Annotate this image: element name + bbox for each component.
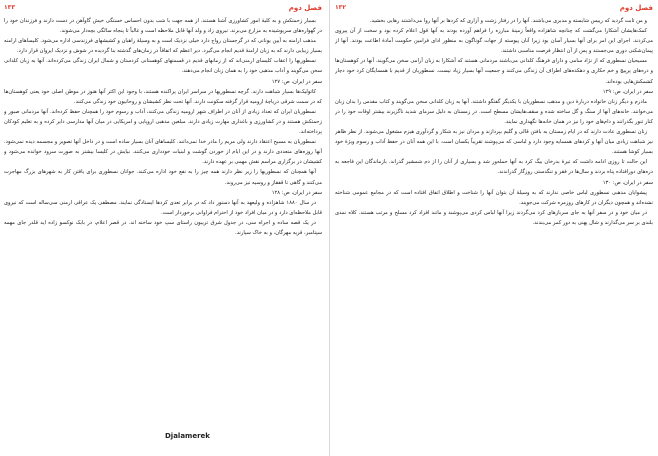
page-gutter: [329, 0, 330, 456]
paragraph: مادرم و دیگر زنان خانواده دربارهٔ دین و مذهب نسطوریان با یکدیگر گفتگو داشتند. آنها به زبان کلدانی سخن می‌گویند و کتاب مقدس را بدان زبان می‌خوانند. خانه‌های آنها از سنگ و گل ساخته شده و سقف‌هایشان مسطح است. در زمستان به دلیل سرمای شدید ناگزیرند بیشتر اوقات خود را در کنار تنور بگذرانند و دام‌های خود را نیز در همان خانه‌ها نگهداری نمایند.: [335, 98, 653, 125]
paragraph: نسطوریان به مسیح اعتقاد دارند ولی مریم را مادر خدا نمی‌دانند. کلیساهای آنان بسیار ساده است و در داخل آنها تصویر و مجسمه دیده نمی‌شود. آنها روزه‌های متعددی دارند و در این ایام از خوردن گوشت و لبنیات خودداری می‌کنند. نیایش در کلیسا بیشتر به صورت سرود خوانده می‌شود و کشیشان در برگزاری مراسم نقش مهمی بر عهده دارند.: [4, 139, 322, 166]
source-reference: سفر در ایران، ص: ۱۲۷: [271, 78, 322, 85]
paragraph: زنان نسطوری عادت دارند که در ایام زمستان به بافتن قالی و گلیم بپردازند و مردان نیز به شکار و گردآوری هیزم مشغول می‌شوند. از نظر ظاهر نیز شباهت زیادی میان آنها و کردهای همسایه وجود دارد و لباسی که می‌پوشند تقریباً یکسان است. با این همه آنان در حفظ آداب و رسوم ویژهٔ خود بسیار کوشا هستند.: [335, 129, 653, 156]
left-page-number: ۱۳۳: [4, 4, 15, 11]
right-page-number: ۱۳۲: [335, 4, 346, 11]
watermark-label: Djalamerek: [165, 432, 210, 440]
left-page: [4, 0, 322, 456]
paragraph: در سال ۱۸۸۰ شاهزاده و ولیعهد به آنها دستور داد که در برابر تعدی کردها ایستادگی نمایند. مصطفی یک عراقی ارمنی سی‌ساله است که نیروی قابل ملاحظه‌ای دارد و در میان افراد خود از احترام فراوانی برخوردار است.: [4, 199, 322, 216]
paragraph: در میان خود و در سفر آنها به جای سربازهای کرد می‌گردند زیرا آنها لباس کردی می‌پوشند و مانند افراد کرد مسلح و مرتب هستند. کلاه نمدی بلندی بر سر می‌گذارند و شال پهنی به دور کمر می‌بندند.: [335, 209, 653, 226]
paragraph: نسطوریان ایران که تعداد زیادی از آنان در اطراف شهر ارومیه زندگی می‌کنند، آداب و رسوم خود را همچنان حفظ کرده‌اند. آنها مردمانی صبور و زحمتکش هستند و در کشاورزی و باغداری مهارت زیادی دارند. مبلغین مذهبی اروپایی و امریکایی در میان آنها مدارسی دایر کرده و به تعلیم کودکان پرداخته‌اند.: [4, 108, 322, 136]
left-body-text: [4, 16, 322, 238]
left-page-header: [4, 2, 322, 14]
left-chapter-title: فصل دوم: [288, 4, 322, 12]
right-page-header: [335, 2, 653, 14]
paragraph: این حالت تا روزی ادامه داشت که تیرهٔ بدرخان بیگ کرد به آنها حمله‌ور شد و بسیاری از آنان را از دم شمشیر گذراند. بازماندگان این فاجعه به دره‌های دورافتاده پناه بردند و سال‌ها در فقر و تنگدستی روزگار گذراندند.: [335, 159, 653, 176]
paragraph: آنها همچنان که نسطوریها را زیر نظر دارند همه چیز را به نفع خود اداره می‌کنند. جوانان نسطوری برای یافتن کار به شهرهای بزرگ مهاجرت می‌کنند و گاهی تا قفقاز و روسیه نیز می‌روند.: [4, 169, 322, 186]
paragraph: مسیحیان نسطوری که از نژاد سامی و دارای فرهنگ کلدانی می‌باشند مردمانی هستند که آشکارا به زبان آرامی سخن می‌گویند. آنها در کوهستان‌ها و دره‌های پرپیچ و خم حکاری و دهکده‌های اطراف آن زندگی می‌کنند و جمعیت آنها بسیار زیاد نیست. نسطوریان از قدیم با همسایگان کرد خود دچار کشمکش‌هایی بوده‌اند.: [335, 58, 653, 85]
paragraph: بسیار زحمتکش و به کلیهٔ امور کشاورزی آشنا هستند. از همه جهت با شب بدون احساس خستگی خیش گاوآهن در دست دارند و فرزندان خود را در گهواره‌های سرپوشیده به مزارع می‌برند. نیروی زاد و ولد آنها قابل ملاحظه است و غالباً تا پنجاه سالگی بچه‌دار می‌شوند.: [4, 18, 322, 35]
source-reference: سفر در ایران، ص: ۱۳۰: [602, 179, 653, 186]
paragraph: نسطوریها را اعقاب کلیسای ارمنی‌اند که از زمانهای قدیم در قسمتهای کوهستانی کردستان و شمال ایران زندگی می‌کرده‌اند. آنها به زبان کلدانی سخن می‌گویند و آداب مذهبی خود را به همان زبان انجام می‌دهند.: [4, 58, 322, 75]
paragraph: مذهب ارامنه به آیین یونانی که در گرجستان رواج دارد خیلی نزدیک است و به وسیلهٔ راهبان و کشیشهای فرزندسی اداره می‌شود. کلیساهای ارامنه بسیار زیبایی دارند که به زبان ارامنهٔ قدیم انجام می‌گیرد. دیر اعظم که اتفاقاً در زمان‌های گذشته بنا گردیده در شوش و نزدیک ایروان قرار دارد.: [4, 38, 322, 55]
source-reference: سفر در ایران، ص: ۱۲۸: [271, 189, 322, 196]
paragraph: پیشوایان مذهبی نسطوری لباس خاصی ندارند که به وسیلهٔ آن بتوان آنها را شناخت و اطلاق اتفاق افتاده است که در مجامع عمومی شناخته نشده‌اند و همچون دیگران در کارهای روزمره شرکت می‌جویند.: [335, 189, 653, 206]
right-page: [335, 0, 653, 456]
right-body-text: [335, 16, 653, 228]
source-reference: سفر در ایران، ص: ۱۲۹: [602, 88, 653, 95]
paragraph: کاتولیک‌ها بسیار شباهت دارند. گرچه نسطوریها در سراسر ایران پراکنده هستند، با وجود این اکثر آنها هنوز در موطن اصلی خود یعنی کوهستان‌ها که در سمت شرقی دریاچهٔ ارومیه قرار گرفته سکونت دارند. آنها تحت نظر کشیشان و روحانیون خود زندگی می‌کنند.: [4, 88, 322, 105]
paragraph: و من ثابت گردید که رییس شایسته و مدبری می‌باشند. آنها را در رفتار زشت و آزاری که کردها بر آنها روا می‌داشتند رهایی بخشید.: [369, 18, 647, 24]
paragraph: کمک‌هایشان آشکارا می‌گشت که چنانچه شاهزاده واقعاً زمینهٔ مبارزه را فراهم آورده بودند به آنها قول اعلام کرده بود و سخت از آن پیروی می‌کردند. اجرای این امر برای آنها بسیار آسان بود زیرا آنان پیوسته از جهات گوناگون به منظور ادای فرامین حکومت آمادهٔ اطاعت بودند. آنها از پیمان‌شکنی دوری می‌جستند و پس از آن انتظار فرصت مناسبی داشتند.: [335, 28, 653, 55]
paragraph: در یک قصه ساده و اجراه سی، در جدول شرق تریبون راستای سپ خود ساخته اند. در قصر اعلام، در بابک نوکسو زاده اید قلدر جای مهمه سپتامبر، قریه مهرگان، و به خاک سپارند.: [4, 219, 322, 236]
right-chapter-title: فصل دوم: [619, 4, 653, 12]
